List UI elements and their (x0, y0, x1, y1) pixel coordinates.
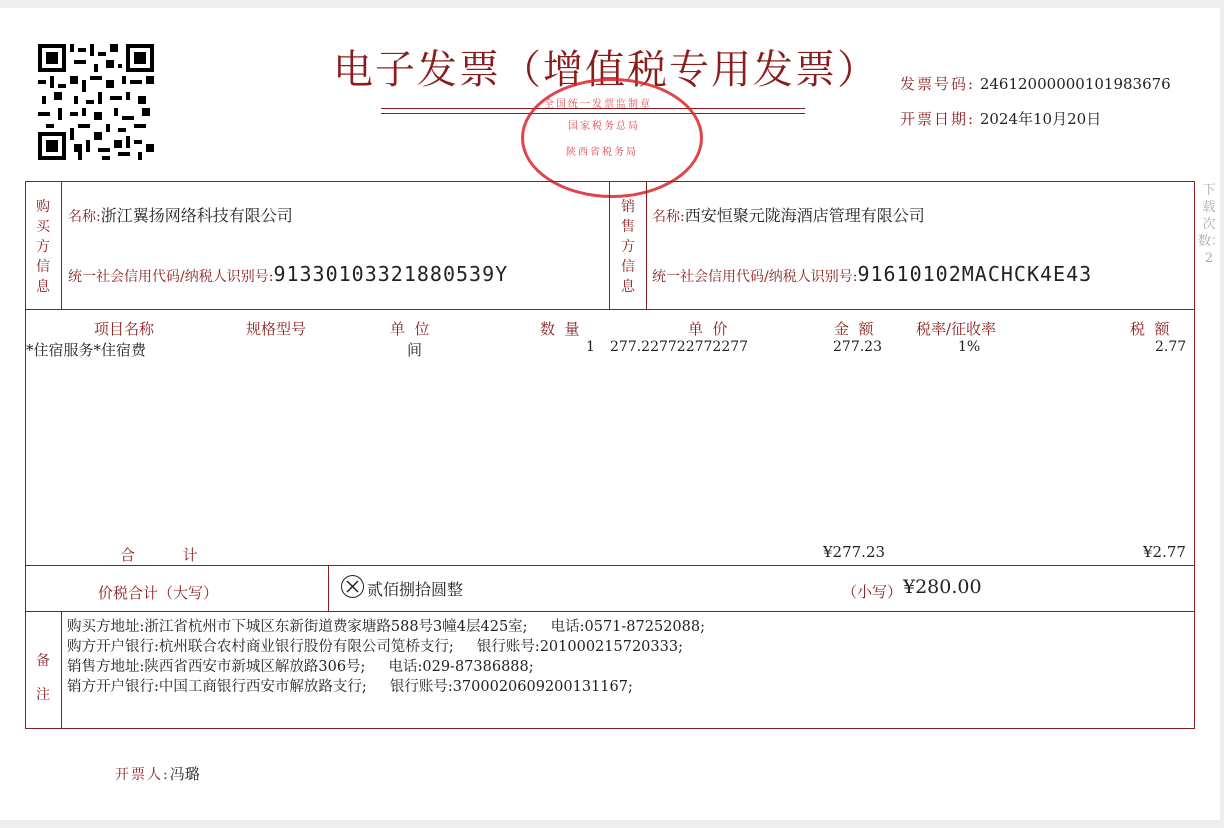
remark-line: 销售方地址:陕西省西安市新城区解放路306号; 电话:029-87386888; (67, 659, 534, 675)
invoice-date-value: 2024年10月20日 (979, 110, 1102, 128)
column-header-unit: 单 位 (390, 320, 430, 338)
qr-code (38, 44, 154, 160)
download-count: 下载次数：2 (1198, 183, 1224, 266)
item-rate: 1% (958, 339, 981, 355)
total-tax: ¥2.77 (1143, 543, 1186, 561)
invoice-date-label: 开票日期: (900, 110, 976, 128)
item-qty: 1 (586, 339, 595, 355)
col-divider (61, 611, 62, 728)
column-header-rate: 税率/征收率 (916, 320, 997, 338)
row-divider (25, 309, 1195, 310)
invoice-title: 电子发票（增值税专用发票） (333, 47, 879, 93)
remark-line: 购方开户银行:杭州联合农村商业银行股份有限公司笕桥支行; 银行账号:201000215720333; (67, 639, 683, 655)
circle-x-icon (341, 575, 364, 598)
table-border-top (25, 181, 1195, 182)
seller-tax-label: 统一社会信用代码/纳税人识别号: (652, 269, 858, 285)
buyer-tax-label: 统一社会信用代码/纳税人识别号: (68, 269, 274, 285)
grand-total-words: 贰佰捌拾圆整 (367, 580, 464, 599)
col-divider (646, 181, 647, 309)
buyer-section-label: 购买方信息 (36, 199, 50, 295)
seller-name-label: 名称: (652, 209, 685, 225)
remark-line: 销方开户银行:中国工商银行西安市解放路支行; 银行账号:3700020609200131167; (67, 679, 633, 695)
stamp-text: 国家税务总局 (568, 121, 640, 132)
item-name: *住宿服务*住宿费 (26, 341, 147, 359)
table-border-right (1194, 181, 1195, 729)
table-border-left (25, 181, 26, 729)
item-tax: 2.77 (1155, 339, 1187, 355)
issuer-name: 冯璐 (169, 765, 200, 783)
column-header-item: 项目名称 (94, 320, 155, 338)
column-header-tax: 税 额 (1130, 320, 1170, 338)
col-divider (61, 181, 62, 309)
stamp-text: 全国统一发票监制章 (544, 99, 652, 110)
column-header-qty: 数 量 (540, 320, 580, 338)
seller-tax-id (652, 262, 1092, 286)
column-header-amount: 金 额 (834, 320, 874, 338)
column-header-spec: 规格型号 (246, 320, 307, 338)
column-header-price: 单 价 (688, 320, 728, 338)
item-price: 277.227722772277 (610, 339, 749, 355)
remarks-label: 备注 (36, 653, 50, 703)
total-amount: ¥277.23 (823, 543, 886, 561)
buyer-tax-value: 91330103321880539Y (273, 262, 509, 286)
grand-total-label: 价税合计（大写） (98, 584, 219, 602)
grand-total-value: ¥280.00 (903, 576, 982, 598)
tax-seal-stamp (521, 78, 703, 198)
remark-line: 购买方地址:浙江省杭州市下城区东新街道费家塘路588号3幢4层425室; 电话:0571-87252088; (67, 619, 705, 635)
item-unit: 间 (407, 341, 423, 359)
table-border-bottom (25, 728, 1195, 729)
total-label: 合 计 (120, 546, 198, 564)
seller-tax-value: 91610102MACHCK4E43 (857, 262, 1093, 286)
invoice-number (900, 73, 1171, 94)
seller-name (652, 203, 925, 226)
invoice-number-label: 发票号码: (900, 75, 976, 93)
item-amount: 277.23 (833, 339, 882, 355)
seller-name-value: 西安恒聚元陇海酒店管理有限公司 (684, 206, 925, 225)
issuer (115, 763, 200, 784)
row-divider (25, 565, 1195, 566)
buyer-name-label: 名称: (68, 209, 101, 225)
col-divider (328, 565, 329, 611)
invoice-number-value: 24612000000101983676 (979, 75, 1171, 93)
col-divider (609, 181, 610, 309)
buyer-name-value: 浙江翼扬网络科技有限公司 (100, 206, 293, 225)
seller-section-label: 销售方信息 (621, 199, 635, 295)
invoice-date (900, 108, 1101, 129)
grand-total-small-label: （小写） (842, 583, 903, 601)
issuer-label: 开票人: (115, 767, 170, 783)
row-divider (25, 611, 1195, 612)
buyer-name (68, 203, 293, 226)
buyer-tax-id (68, 262, 508, 286)
stamp-text: 陕西省税务局 (566, 147, 638, 158)
